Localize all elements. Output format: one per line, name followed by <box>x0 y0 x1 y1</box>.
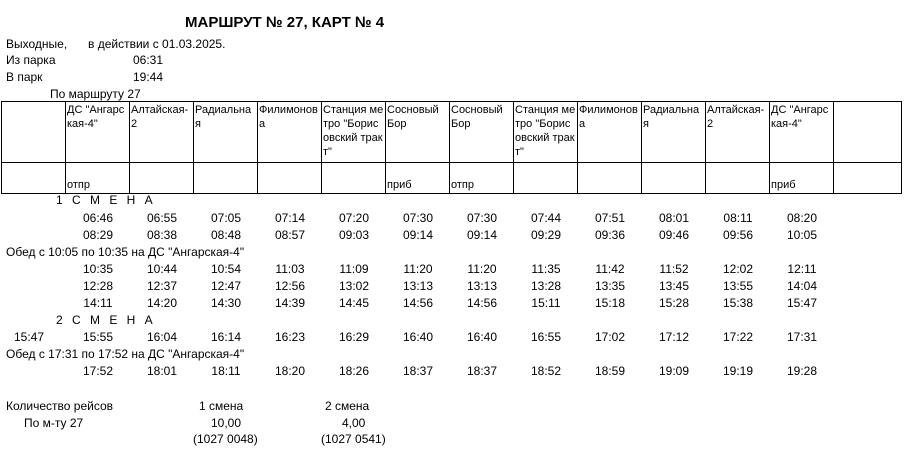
from-park-label: Из парка <box>6 53 56 67</box>
stop-mark: приб <box>770 163 834 194</box>
to-park-label: В парк <box>6 70 43 84</box>
trip-time: 10:54 <box>210 262 242 276</box>
trip-time: 07:44 <box>530 211 562 225</box>
trip-time: 09:14 <box>402 228 434 242</box>
stop-mark <box>642 163 706 194</box>
trip-time: 13:45 <box>658 279 690 293</box>
trip-time: 11:35 <box>531 262 561 276</box>
trip-time: 12:47 <box>210 279 242 293</box>
summary-shift1-count: 10,00 <box>211 416 242 430</box>
trip-time: 12:02 <box>722 262 754 276</box>
shift2-start-time: 15:47 <box>14 330 45 344</box>
trip-time: 19:09 <box>658 364 690 378</box>
trip-time: 12:28 <box>82 279 114 293</box>
summary-shift1-code: (1027 0048) <box>193 432 258 446</box>
trip-time: 16:23 <box>274 330 306 344</box>
summary-shift2-code: (1027 0541) <box>321 432 386 446</box>
trip-time: 17:12 <box>658 330 690 344</box>
stop-mark <box>322 163 386 194</box>
trip-time: 08:57 <box>274 228 306 242</box>
route-label: По маршруту 27 <box>50 87 141 101</box>
trip-time: 09:56 <box>722 228 754 242</box>
stop-name: Радиальная <box>642 102 706 163</box>
summary-label: Количество рейсов <box>6 399 114 413</box>
trip-time: 11:42 <box>595 262 625 276</box>
trip-time: 09:29 <box>530 228 562 242</box>
trip-time: 18:26 <box>338 364 370 378</box>
trip-time: 12:37 <box>146 279 178 293</box>
trip-time: 12:56 <box>274 279 306 293</box>
trip-time: 13:35 <box>594 279 626 293</box>
stop-marks-row <box>2 163 902 194</box>
trip-time: 15:18 <box>594 296 626 310</box>
trip-time: 09:14 <box>466 228 498 242</box>
trip-time: 11:03 <box>275 262 305 276</box>
stops-header-table <box>1 101 902 194</box>
trip-time: 14:04 <box>786 279 818 293</box>
page-title: МАРШРУТ № 27, КАРТ № 4 <box>185 14 385 31</box>
trip-time: 14:45 <box>338 296 370 310</box>
trip-time: 09:46 <box>658 228 690 242</box>
blank-header-cell <box>2 163 66 194</box>
stop-name: ДС "Ангарская-4" <box>770 102 834 163</box>
stop-mark: отпр <box>66 163 130 194</box>
stop-name: ДС "Ангарская-4" <box>66 102 130 163</box>
to-park-time: 19:44 <box>133 70 164 84</box>
trip-time: 14:56 <box>402 296 434 310</box>
day-type: Выходные, <box>6 37 68 51</box>
stop-mark <box>578 163 642 194</box>
trip-time: 09:36 <box>594 228 626 242</box>
trip-time: 18:01 <box>146 364 178 378</box>
trip-time: 17:31 <box>786 330 818 344</box>
trip-time: 11:09 <box>339 262 369 276</box>
trip-time: 11:20 <box>467 262 497 276</box>
trip-time: 15:11 <box>531 296 561 310</box>
summary-route-label: По м-ту 27 <box>24 416 84 430</box>
blank-header-cell <box>834 102 902 163</box>
trip-time: 17:02 <box>594 330 626 344</box>
effective-date: в действии с 01.03.2025. <box>88 37 226 51</box>
stop-names-row <box>2 102 902 163</box>
stop-mark <box>258 163 322 194</box>
stop-name: Алтайская-2 <box>706 102 770 163</box>
trip-time: 07:20 <box>338 211 370 225</box>
stop-mark <box>514 163 578 194</box>
trip-time: 15:38 <box>722 296 754 310</box>
trip-time: 10:05 <box>786 228 818 242</box>
trip-time: 12:11 <box>787 262 817 276</box>
stop-name: Сосновый Бор <box>386 102 450 163</box>
summary-shift2-header: 2 смена <box>325 399 370 413</box>
trip-time: 14:20 <box>146 296 178 310</box>
trip-time: 15:47 <box>786 296 818 310</box>
break1-note: Обед с 10:05 по 10:35 на ДС "Ангарская-4" <box>6 245 245 259</box>
stop-name: Станция метро "Борисовский тракт" <box>514 102 578 163</box>
trip-time: 07:14 <box>274 211 306 225</box>
summary-shift2-count: 4,00 <box>342 416 366 430</box>
trip-time: 15:55 <box>82 330 114 344</box>
trip-time: 14:39 <box>274 296 306 310</box>
trip-time: 16:40 <box>466 330 498 344</box>
trip-time: 08:01 <box>658 211 690 225</box>
trip-time: 13:02 <box>338 279 370 293</box>
trip-time: 16:55 <box>530 330 562 344</box>
trip-time: 06:55 <box>146 211 178 225</box>
trip-time: 16:29 <box>338 330 370 344</box>
trip-time: 18:11 <box>211 364 241 378</box>
trip-time: 07:05 <box>210 211 242 225</box>
trip-time: 18:59 <box>594 364 626 378</box>
stop-mark: отпр <box>450 163 514 194</box>
stop-mark <box>194 163 258 194</box>
trip-time: 07:51 <box>594 211 626 225</box>
trip-time: 08:11 <box>723 211 753 225</box>
trip-time: 19:28 <box>786 364 818 378</box>
summary-shift1-header: 1 смена <box>199 399 244 413</box>
shift2-label: 2 С М Е Н А <box>56 313 156 327</box>
trip-time: 18:20 <box>274 364 306 378</box>
trip-time: 15:28 <box>658 296 690 310</box>
trip-time: 14:11 <box>83 296 113 310</box>
trip-time: 09:03 <box>338 228 370 242</box>
trip-time: 18:37 <box>466 364 498 378</box>
blank-header-cell <box>2 102 66 163</box>
trip-time: 17:52 <box>82 364 114 378</box>
stop-name: Сосновый Бор <box>450 102 514 163</box>
stop-name: Станция метро "Борисовский тракт" <box>322 102 386 163</box>
stop-name: Филимонова <box>578 102 642 163</box>
stop-name: Филимонова <box>258 102 322 163</box>
break2-note: Обед с 17:31 по 17:52 на ДС "Ангарская-4" <box>6 347 245 361</box>
trip-time: 18:37 <box>402 364 434 378</box>
trip-time: 10:44 <box>146 262 178 276</box>
trip-time: 13:13 <box>466 279 498 293</box>
trip-time: 14:30 <box>210 296 242 310</box>
stop-mark <box>130 163 194 194</box>
stop-mark: приб <box>386 163 450 194</box>
blank-header-cell <box>834 163 902 194</box>
stop-name: Алтайская-2 <box>130 102 194 163</box>
trip-time: 08:20 <box>786 211 818 225</box>
trip-time: 10:35 <box>82 262 114 276</box>
trip-time: 11:52 <box>659 262 689 276</box>
trip-time: 13:55 <box>722 279 754 293</box>
trip-time: 14:56 <box>466 296 498 310</box>
trip-time: 06:46 <box>82 211 114 225</box>
trip-time: 13:13 <box>402 279 434 293</box>
shift1-label: 1 С М Е Н А <box>56 193 156 207</box>
trip-time: 17:22 <box>722 330 754 344</box>
stop-mark <box>706 163 770 194</box>
trip-time: 08:48 <box>210 228 242 242</box>
trip-time: 07:30 <box>466 211 498 225</box>
trip-time: 08:29 <box>82 228 114 242</box>
trip-time: 18:52 <box>530 364 562 378</box>
trip-time: 16:40 <box>402 330 434 344</box>
stop-name: Радиальная <box>194 102 258 163</box>
trip-time: 08:38 <box>146 228 178 242</box>
trip-time: 19:19 <box>722 364 754 378</box>
from-park-time: 06:31 <box>133 53 164 67</box>
trip-time: 07:30 <box>402 211 434 225</box>
trip-time: 16:04 <box>146 330 178 344</box>
trip-time: 11:20 <box>403 262 433 276</box>
trip-time: 13:28 <box>530 279 562 293</box>
trip-time: 16:14 <box>210 330 242 344</box>
